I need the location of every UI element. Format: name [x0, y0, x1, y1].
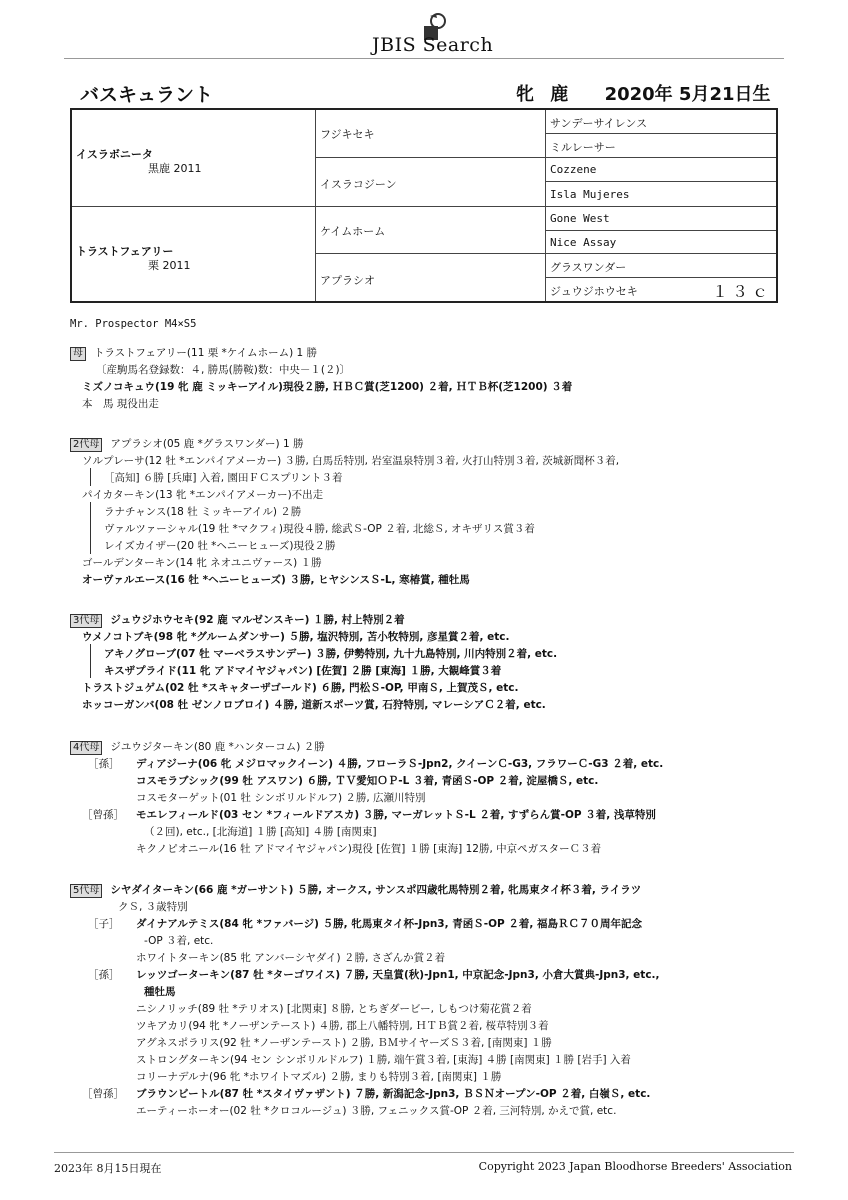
dam4-line: コスモターゲット(01 牡 シンボリルドルフ) ２勝, 広瀬川特別: [136, 792, 426, 804]
logo-text: JBIS Search: [372, 34, 494, 56]
dam4-line: モエレフィールド(03 セン *フィールドアスカ) ３勝, マーガレットＳ-L ２着, すずらん賞-OP ３着, 浅草特別: [136, 809, 656, 821]
dam4-subheading: ［曾孫］: [82, 809, 124, 821]
dam5-line: ホワイトターキン(85 牝 アンバーシヤダイ) ２勝, さざんか賞２着: [136, 952, 446, 964]
indent-bar: [90, 644, 91, 678]
dam4-line: ディアジーナ(06 牝 メジロマックイーン) ４勝, フローラＳ-Jpn2, クイーンＣ-G3, フラワーＣ-G3 ２着, etc.: [136, 758, 664, 770]
dam-sire-name: ケイムホーム: [320, 225, 386, 238]
dam2-line: ［高知] ６勝 [兵庫] 入着, 園田ＦＣスプリント３着: [104, 472, 343, 484]
sdd-cell: [546, 182, 776, 207]
dam1-line: 〔産駒馬名登録数：４, 勝馬(勝鞍)数：中央－１(２)〕: [96, 364, 351, 376]
dam4-line: ジユウジターキン(80 鹿 *ハンターコム) ２勝: [110, 741, 325, 753]
dam5-line: 種牡馬: [144, 986, 176, 998]
indent-bar: [90, 502, 91, 554]
indent-bar: [90, 468, 91, 486]
dss-name: Gone West: [550, 212, 610, 225]
badge-dam5: 5代母: [70, 884, 102, 898]
dam2-line: ラナチャンス(18 牡 ミッキーアイル) ２勝: [104, 506, 302, 518]
jbis-logo: [372, 12, 502, 56]
sds-name: Cozzene: [550, 163, 597, 176]
sire-sire-name: フジキセキ: [320, 128, 375, 141]
dam-cell: [72, 207, 316, 301]
sire-sire-cell: [316, 110, 546, 158]
horse-info: [516, 80, 771, 106]
sire-color-year: 黒鹿 2011: [148, 162, 202, 175]
dam5-line: ブラウンビートル(87 牡 *スタイヴァザント) ７勝, 新潟記念-Jpn3, ＢＳＮオープン-OP ２着, 白嶺Ｓ, etc.: [136, 1088, 651, 1100]
dam5-line: シヤダイターキン(66 鹿 *ガーサント) ５勝, オークス, サンスポ四歳牝馬特別２着, 牝馬東タイ杯３着, ライラツ: [110, 884, 642, 896]
sire-cell: [72, 110, 316, 207]
dam3-line: アキノグローブ(07 牡 マーベラスサンデー) ３勝, 伊勢特別, 九十九島特別, 川内特別２着, etc.: [104, 648, 558, 660]
dam3-line: トラストジュゲム(02 牡 *スキャターザゴールド) ６勝, 門松Ｓ-OP, 甲南Ｓ, 上賀茂Ｓ, etc.: [82, 682, 519, 694]
dds-cell: [546, 254, 776, 278]
dam5-line: ストロングターキン(94 セン シンボリルドルフ) １勝, 端午賞３着, [東海] ４勝 [南関東] １勝 [岩手] 入着: [136, 1054, 631, 1066]
badge-dam3: 3代母: [70, 614, 102, 628]
sds-cell: [546, 158, 776, 182]
footer-rule: [54, 1152, 794, 1153]
dam5-line: コリーナデルナ(96 牝 *ホワイトマズル) ２勝, まりも特別３着, [南関東] １勝: [136, 1071, 502, 1083]
dam-name: トラストフェアリー: [76, 245, 174, 258]
dam5-line: -OP ３着, etc.: [144, 935, 214, 947]
dsd-name: Nice Assay: [550, 236, 617, 249]
horse-sex: 牝: [516, 84, 534, 105]
pedigree-table: [70, 108, 778, 303]
dam5-line: ツキアカリ(94 牝 *ノーザンテースト) ４勝, 郡上八幡特別, ＨＴＢ賞２着, 桜草特別３着: [136, 1020, 549, 1032]
badge-dam1: 母: [70, 347, 86, 361]
ssd-name: ミルレーサー: [550, 141, 616, 154]
dam5-line: アグネスポラリス(92 牡 *ノーザンテースト) ２勝, ＢＭサイヤーズＳ３着, [南関東] １勝: [136, 1037, 552, 1049]
ssd-cell: [546, 134, 776, 158]
sss-cell: [546, 110, 776, 134]
dam3-line: ウメノコトブキ(98 牝 *グルームダンサー) ５勝, 塩沢特別, 苫小牧特別, 彦星賞２着, etc.: [82, 631, 510, 643]
dam5-line: クＳ, ３歳特別: [118, 901, 188, 913]
horse-birth: 2020年 5月21日生: [604, 84, 771, 105]
dam1-line: トラストフェアリー(11 栗 *ケイムホーム) 1 勝: [94, 347, 318, 359]
dam5-line: レッツゴーターキン(87 牡 *ターゴワイス) ７勝, 天皇賞(秋)-Jpn1, 中京記念-Jpn3, 小倉大賞典-Jpn3, etc.,: [136, 969, 660, 981]
dam1-line: 本 馬 現役出走: [82, 398, 159, 410]
dsd-cell: [546, 231, 776, 254]
sire-name: イスラボニータ: [76, 148, 153, 161]
badge-dam2: 2代母: [70, 438, 102, 452]
sdd-name: Isla Mujeres: [550, 188, 630, 201]
dam-dam-cell: [316, 254, 546, 301]
dam-dam-name: アプラシオ: [320, 274, 375, 287]
dss-cell: [546, 207, 776, 231]
dam4-line: （２回), etc., [北海道] １勝 [高知] ４勝 [南関東]: [144, 826, 377, 838]
dam1-line: ミズノコキュウ(19 牝 鹿 ミッキーアイル)現役２勝, ＨＢＣ賞(芝1200) ２着, ＨＴＢ杯(芝1200) ３着: [82, 381, 573, 393]
dam2-line: オーヴァルエース(16 牡 *ヘニーヒューズ) ３勝, ヒヤシンスＳ-L, 寒椿賞, 種牡馬: [82, 574, 470, 586]
badge-dam4: 4代母: [70, 741, 102, 755]
sss-name: サンデーサイレンス: [550, 117, 648, 130]
dds-name: グラスワンダー: [550, 261, 627, 274]
sire-dam-cell: [316, 158, 546, 207]
header-rule: [64, 58, 784, 59]
dam5-line: エーティーホーオー(02 牡 *クロコルージュ) ３勝, フェニックス賞-OP ２着, 三河特別, かえで賞, etc.: [136, 1105, 617, 1117]
dam3-line: ジュウジホウセキ(92 鹿 マルゼンスキー) １勝, 村上特別２着: [110, 614, 405, 626]
inbreeding-note: Mr. Prospector M4×S5: [70, 318, 197, 330]
horse-color: 鹿: [550, 84, 569, 105]
dam-sire-cell: [316, 207, 546, 254]
dam-color-year: 栗 2011: [148, 259, 191, 272]
dam2-line: ヴァルツァーシャル(19 牡 *マクフィ)現役４勝, 総武Ｓ-OP ２着, 北総Ｓ, オキザリス賞３着: [104, 523, 535, 535]
dam5-subheading: ［子］: [88, 918, 120, 930]
dam2-line: ソルプレーサ(12 牡 *エンパイアメーカー) ３勝, 白馬岳特別, 岩室温泉特別３着, 火打山特別３着, 茨城新聞杯３着,: [82, 455, 620, 467]
dam2-line: ゴールデンターキン(14 牝 ネオユニヴァース) １勝: [82, 557, 322, 569]
horse-name: バスキュラント: [80, 84, 214, 106]
family-number: １３ｃ: [711, 282, 772, 301]
footer-copyright: Copyright 2023 Japan Bloodhorse Breeders' Association: [478, 1160, 792, 1173]
dam5-line: ニシノリッチ(89 牡 *テリオス) [北関東] ８勝, とちぎダービー, しもつけ菊花賞２着: [136, 1003, 532, 1015]
dam5-subheading: ［孫］: [88, 969, 120, 981]
dam4-subheading: ［孫］: [88, 758, 120, 770]
dam2-line: アプラシオ(05 鹿 *グラスワンダー) 1 勝: [110, 438, 304, 450]
dam2-line: レイズカイザー(20 牡 *ヘニーヒューズ)現役２勝: [104, 540, 336, 552]
dam4-line: コスモラブシック(99 牡 アスワン) ６勝, ＴＶ愛知ＯＰ-L ３着, 青函Ｓ-OP ２着, 淀屋橋Ｓ, etc.: [136, 775, 599, 787]
ddd-name: ジュウジホウセキ: [550, 285, 638, 298]
dam4-line: キクノピオニール(16 牡 アドマイヤジャパン)現役 [佐賀] １勝 [東海] 12勝, 中京ペガスターＣ３着: [136, 843, 602, 855]
dam3-line: キスザプライド(11 牝 アドマイヤジャパン) [佐賀] ２勝 [東海] １勝, 大観峰賞３着: [104, 665, 502, 677]
dam3-line: ホッコーガンバ(08 牡 ゼンノロブロイ) ４勝, 道新スポーツ賞, 石狩特別, マレーシアＣ２着, etc.: [82, 699, 546, 711]
dam2-line: パイカターキン(13 牝 *エンパイアメーカー)不出走: [82, 489, 324, 501]
footer-date: 2023年 8月15日現在: [54, 1162, 162, 1175]
dam5-subheading: ［曾孫］: [82, 1088, 124, 1100]
dam5-line: ダイナアルテミス(84 牝 *ファバージ) ５勝, 牝馬東タイ杯-Jpn3, 青函Ｓ-OP ２着, 福島ＲＣ７０周年記念: [136, 918, 643, 930]
sire-dam-name: イスラコジーン: [320, 178, 397, 191]
ddd-cell: [546, 278, 776, 301]
